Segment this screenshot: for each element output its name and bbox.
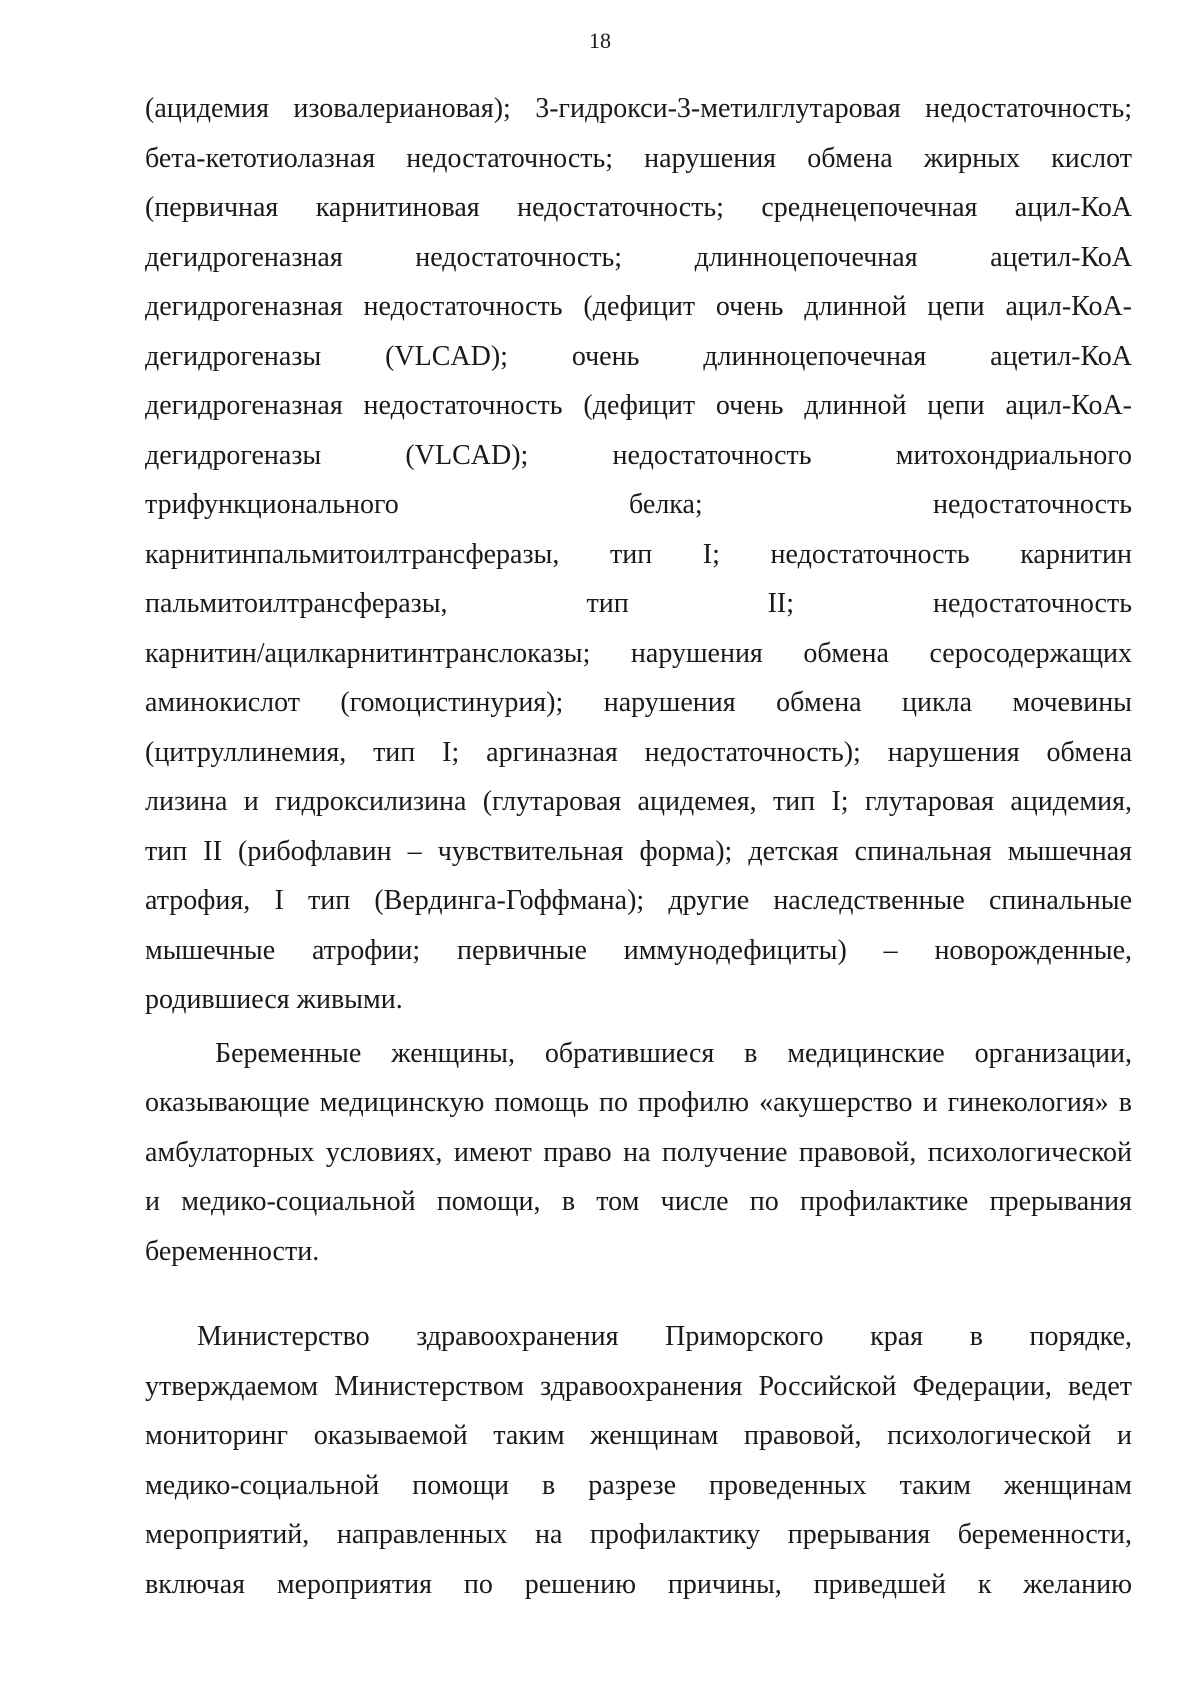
text-line: мониторинг оказываемой таким женщинам правовой, психологической и	[145, 1420, 1132, 1451]
text-line: включая мероприятия по решению причины, приведшей к желанию	[145, 1568, 1132, 1600]
text-line: аминокислот (гомоцистинурия); нарушения обмена цикла мочевины	[145, 687, 1132, 718]
text-line: мышечные атрофии; первичные иммунодефициты) – новорожденные,	[145, 934, 1132, 966]
text-line: Министерство здравоохранения Приморского края в порядке,	[197, 1321, 1132, 1352]
text-line: медико-социальной помощи в разрезе проведенных таким женщинам	[145, 1469, 1132, 1501]
text-line: Беременные женщины, обратившиеся в медицинские организации,	[215, 1037, 1132, 1069]
text-line: карнитинпальмитоилтрансферазы, тип I; недостаточность карнитин	[145, 538, 1132, 570]
page-number: 18	[589, 28, 611, 53]
text-line: (первичная карнитиновая недостаточность; среднецепочечная ацил-КоА	[145, 192, 1132, 223]
text-line: тип II (рибофлавин – чувствительная форма); детская спинальная мышечная	[145, 835, 1132, 867]
text-line: беременности.	[145, 1235, 320, 1267]
text-line: лизина и гидроксилизина (глутаровая ацидемея, тип I; глутаровая ацидемия,	[145, 786, 1132, 817]
text-line: бета-кетотиолазная недостаточность; нарушения обмена жирных кислот	[145, 142, 1132, 174]
text-line: мероприятий, направленных на профилактику прерывания беременности,	[145, 1519, 1132, 1550]
text-line: родившиеся живыми.	[145, 984, 403, 1015]
paragraph-pregnant-women	[145, 1029, 1132, 1277]
text-line: дегидрогеназная недостаточность (дефицит очень длинной цепи ацил-КоА-	[145, 390, 1132, 421]
text-line: и медико-социальной помощи, в том числе по профилактике прерывания	[145, 1186, 1132, 1217]
text-line: оказывающие медицинскую помощь по профилю «акушерство и гинекология» в	[145, 1087, 1132, 1118]
paragraph-ministry-monitoring	[145, 1312, 1132, 1609]
text-line: дегидрогеназная недостаточность (дефицит очень длинной цепи ацил-КоА-	[145, 291, 1132, 322]
text-line: атрофия, I тип (Вердинга-Гоффмана); другие наследственные спинальные	[145, 885, 1132, 916]
text-line: трифункционального белка; недостаточность	[145, 489, 1132, 520]
text-line: карнитин/ацилкарнитинтранслоказы; нарушения обмена серосодержащих	[145, 637, 1132, 669]
document-body	[145, 84, 1132, 1609]
text-line: дегидрогеназы (VLCAD); недостаточность митохондриального	[145, 439, 1132, 471]
text-line: (цитруллинемия, тип I; аргиназная недостаточность); нарушения обмена	[145, 736, 1132, 768]
text-line: пальмитоилтрансферазы, тип II; недостаточность	[145, 588, 1132, 619]
text-line: амбулаторных условиях, имеют право на получение правовой, психологической	[145, 1136, 1132, 1168]
text-line: утверждаемом Министерством здравоохранения Российской Федерации, ведет	[145, 1370, 1132, 1402]
text-line: дегидрогеназы (VLCAD); очень длинноцепочечная ацетил-КоА	[145, 340, 1132, 372]
text-line: дегидрогеназная недостаточность; длинноцепочечная ацетил-КоА	[145, 241, 1132, 273]
paragraph-disease-list	[145, 84, 1132, 1025]
text-line: (ацидемия изовалериановая); 3-гидрокси-3-метилглутаровая недостаточность;	[145, 93, 1132, 124]
